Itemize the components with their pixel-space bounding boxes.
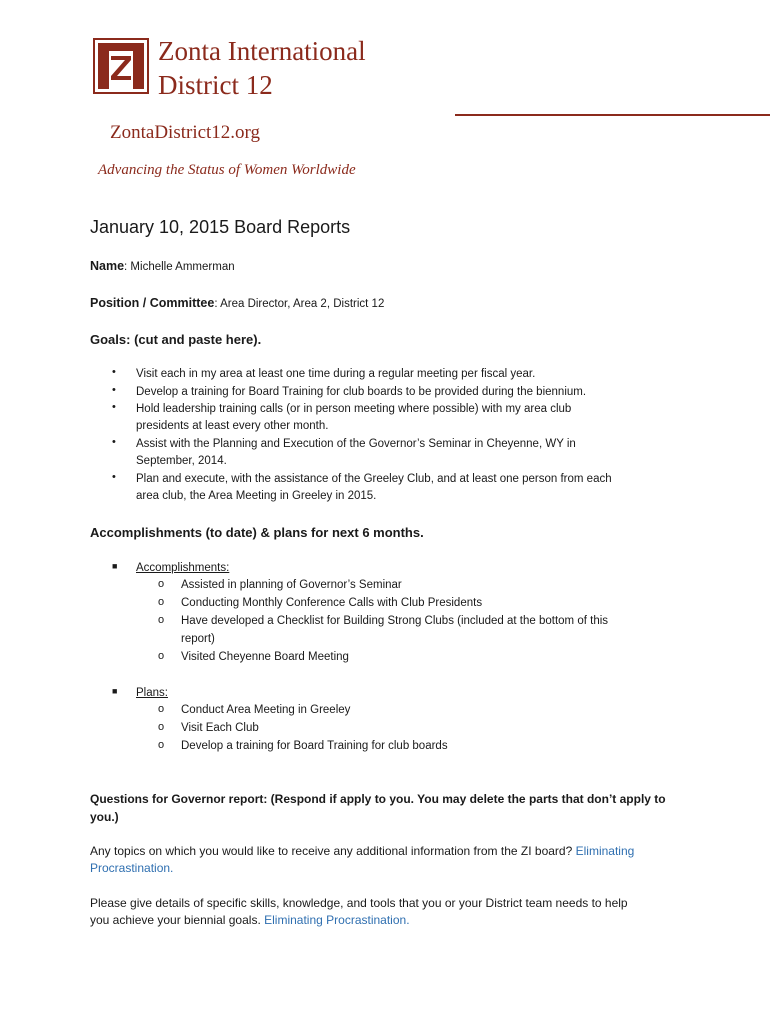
question-skills-line1: Please give details of specific skills, knowledge, and tools that you or your District team needs to help <box>90 896 628 910</box>
org-name-line2: District 12 <box>158 70 273 100</box>
page-title: January 10, 2015 Board Reports <box>90 217 351 237</box>
goal-item: Plan and execute, with the assistance of the Greeley Club, and at least one person from each <box>136 473 612 485</box>
name-label: Name <box>90 259 125 273</box>
eliminating-link[interactable]: Eliminating <box>575 844 635 858</box>
accomplishment-item: Visited Cheyenne Board Meeting <box>181 651 349 663</box>
questions-heading-line1: Questions for Governor report: (Respond if apply to you. You may delete the parts that don’t apply to <box>90 792 666 806</box>
accomplishment-item-cont: report) <box>181 633 215 645</box>
name-value: : Michelle Ammerman <box>124 261 235 273</box>
accomplishments-list <box>90 560 710 760</box>
question-skills <box>90 895 690 929</box>
goal-item: Develop a training for Board Training for club boards to be provided during the biennium. <box>136 386 587 398</box>
circle-bullet-icon: o <box>158 596 165 608</box>
goals-heading: Goals: (cut and paste here). <box>90 332 262 347</box>
circle-bullet-icon: o <box>158 721 165 733</box>
plans-label: Plans: <box>136 687 168 699</box>
accomplishment-item: Conducting Monthly Conference Calls with Club Presidents <box>181 597 483 609</box>
website-text: ZontaDistrict12.org <box>110 122 261 143</box>
goal-item-cont: area club, the Area Meeting in Greeley in 2015. <box>136 490 377 502</box>
goal-item: Hold leadership training calls (or in person meeting where possible) with my area club <box>136 403 572 415</box>
header-rule <box>455 114 770 116</box>
circle-bullet-icon: o <box>158 739 165 751</box>
bullet-icon: • <box>112 471 116 483</box>
zonta-logo-icon <box>93 38 149 94</box>
goal-item: Assist with the Planning and Execution of the Governor’s Seminar in Cheyenne, WY in <box>136 438 576 450</box>
position-label: Position / Committee <box>90 296 215 310</box>
square-bullet-icon: ■ <box>112 686 118 696</box>
bullet-icon: • <box>112 366 116 378</box>
position-field <box>90 296 384 310</box>
org-name-line1: Zonta International <box>158 36 366 66</box>
procrastination-link[interactable]: Procrastination. <box>90 861 174 875</box>
tagline: Advancing the Status of Women Worldwide <box>98 162 356 178</box>
square-bullet-icon: ■ <box>112 561 118 571</box>
accomplishment-item: Assisted in planning of Governor’s Seminar <box>181 579 402 591</box>
name-field <box>90 259 235 273</box>
plan-item: Visit Each Club <box>181 722 259 734</box>
goal-item-cont: presidents at least every other month. <box>136 420 329 432</box>
position-value: : Area Director, Area 2, District 12 <box>214 298 385 310</box>
bullet-icon: • <box>112 401 116 413</box>
circle-bullet-icon: o <box>158 578 165 590</box>
question-skills-line2: you achieve your biennial goals. <box>90 913 261 927</box>
goal-item: Visit each in my area at least one time during a regular meeting per fiscal year. <box>136 368 536 380</box>
plan-item: Conduct Area Meeting in Greeley <box>181 704 351 716</box>
circle-bullet-icon: o <box>158 614 165 626</box>
accomplishments-label: Accomplishments: <box>136 562 230 574</box>
accomplishments-heading: Accomplishments (to date) & plans for next 6 months. <box>90 525 424 540</box>
circle-bullet-icon: o <box>158 703 165 715</box>
question-topics-text: Any topics on which you would like to receive any additional information from the ZI board? <box>90 844 573 858</box>
goal-item-cont: September, 2014. <box>136 455 227 467</box>
questions-heading <box>90 790 690 826</box>
circle-bullet-icon: o <box>158 650 165 662</box>
question-topics <box>90 843 690 877</box>
plan-item: Develop a training for Board Training for club boards <box>181 740 448 752</box>
accomplishment-item: Have developed a Checklist for Building Strong Clubs (included at the bottom of this <box>181 615 609 627</box>
bullet-icon: • <box>112 436 116 448</box>
bullet-icon: • <box>112 384 116 396</box>
questions-heading-line2: you.) <box>90 810 119 824</box>
eliminating-procrastination-link[interactable]: Eliminating Procrastination. <box>264 913 410 927</box>
